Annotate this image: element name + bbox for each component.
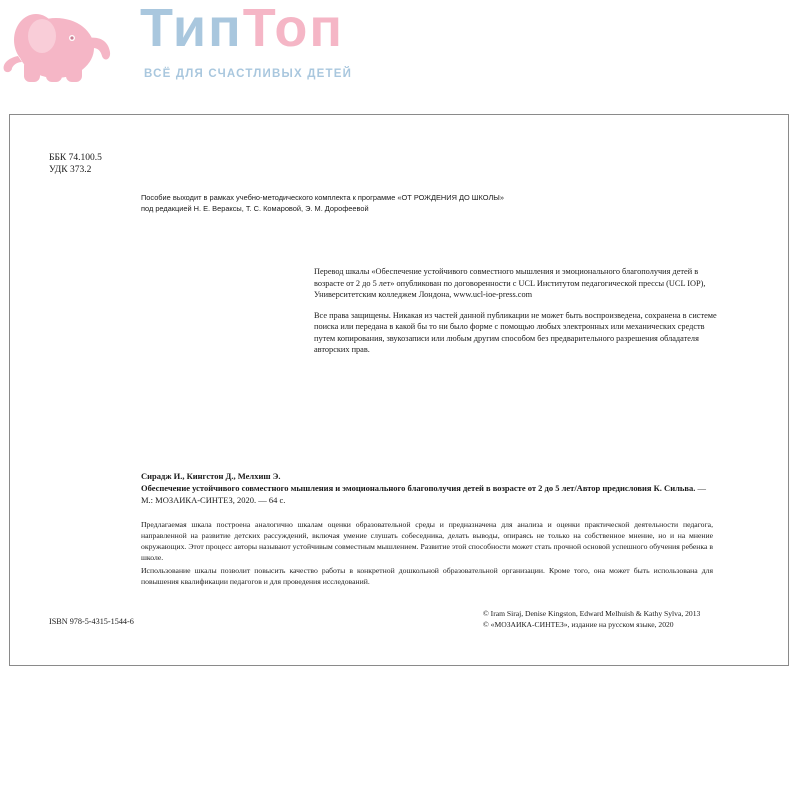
copyright-line-1: © Iram Siraj, Denise Kingston, Edward Melhuish & Kathy Sylva, 2013 [483,609,701,618]
elephant-logo-icon [0,0,130,90]
translation-note: Перевод шкалы «Обеспечение устойчивого совместного мышления и эмоционального благополучия детей в возрасте от 2 до 5 лет» опубликован по договоренности с UCL Институтом педагогической прессы (UCL IOP), Университетским колледжем Лондона, www.ucl-ioe-press.com [314,267,706,299]
bbk-code: ББК 74.100.5 [49,153,102,163]
bibliographic-citation [141,470,713,506]
citation-imprint: — М.: МОЗАИКА-СИНТЕЗ, 2020. — 64 с. [141,483,706,505]
citation-title: Обеспечение устойчивого совместного мышления и эмоционального благополучия детей в возрасте от 2 до 5 лет/Автор предисловия К. Сильва. [141,483,696,493]
header [0,0,800,100]
imprint-page [9,114,789,666]
abstract-paragraph-2: Использование шкалы позволит повысить качество работы в конкретной дошкольной образовательной организации. Кроме того, она может быть использована для повышения квалификации педагогов и для проведения исследований. [141,566,713,586]
citation-authors: Сирадж И., Кингстон Д., Мелхиш Э. [141,471,281,481]
abstract [141,519,713,589]
citation-body [141,482,713,506]
brand-name-part1: Тип [140,0,243,58]
brand-tagline: ВСЁ ДЛЯ СЧАСТЛИВЫХ ДЕТЕЙ [144,68,353,80]
isbn: ISBN 978-5-4315-1544-6 [49,617,134,626]
series-note [141,192,504,214]
series-line-1: Пособие выходит в рамках учебно-методического комплекта к программе «ОТ РОЖДЕНИЯ ДО ШКОЛЫ» [141,193,504,202]
classification-codes [49,152,102,176]
rights-note: Все права защищены. Никакая из частей данной публикации не может быть воспроизведена, сохранена в системе поиска или передана в какой бы то ни было форме с помощью любых электронных или механических средств путем копирования, звукозаписи или любым другим способом без предварительного разрешения обладателя авторских прав. [314,310,717,354]
udk-code: УДК 373.2 [49,165,92,175]
series-line-2: под редакцией Н. Е. Вераксы, Т. С. Комаровой, Э. М. Дорофеевой [141,204,369,213]
brand-name-part2: Топ [242,0,344,58]
copyright-block [483,608,700,630]
abstract-paragraph-1: Предлагаемая шкала построена аналогично шкалам оценки образовательной среды и предназначена для анализа и оценки практической деятельности педагога, направленной на развитие детских рассуждений, включая умение слушать собеседника, делать выводы, опираясь не только на собственное мнение, но и на мнение окружающих. Этот процесс авторы называют устойчивым совместным мышлением. Развитие этой способности может стать прочной основой успешного обучения ребенка в школе. [141,520,713,562]
translation-block [314,266,724,365]
brand-name [140,0,344,60]
copyright-line-2: © «МОЗАИКА-СИНТЕЗ», издание на русском языке, 2020 [483,620,674,629]
